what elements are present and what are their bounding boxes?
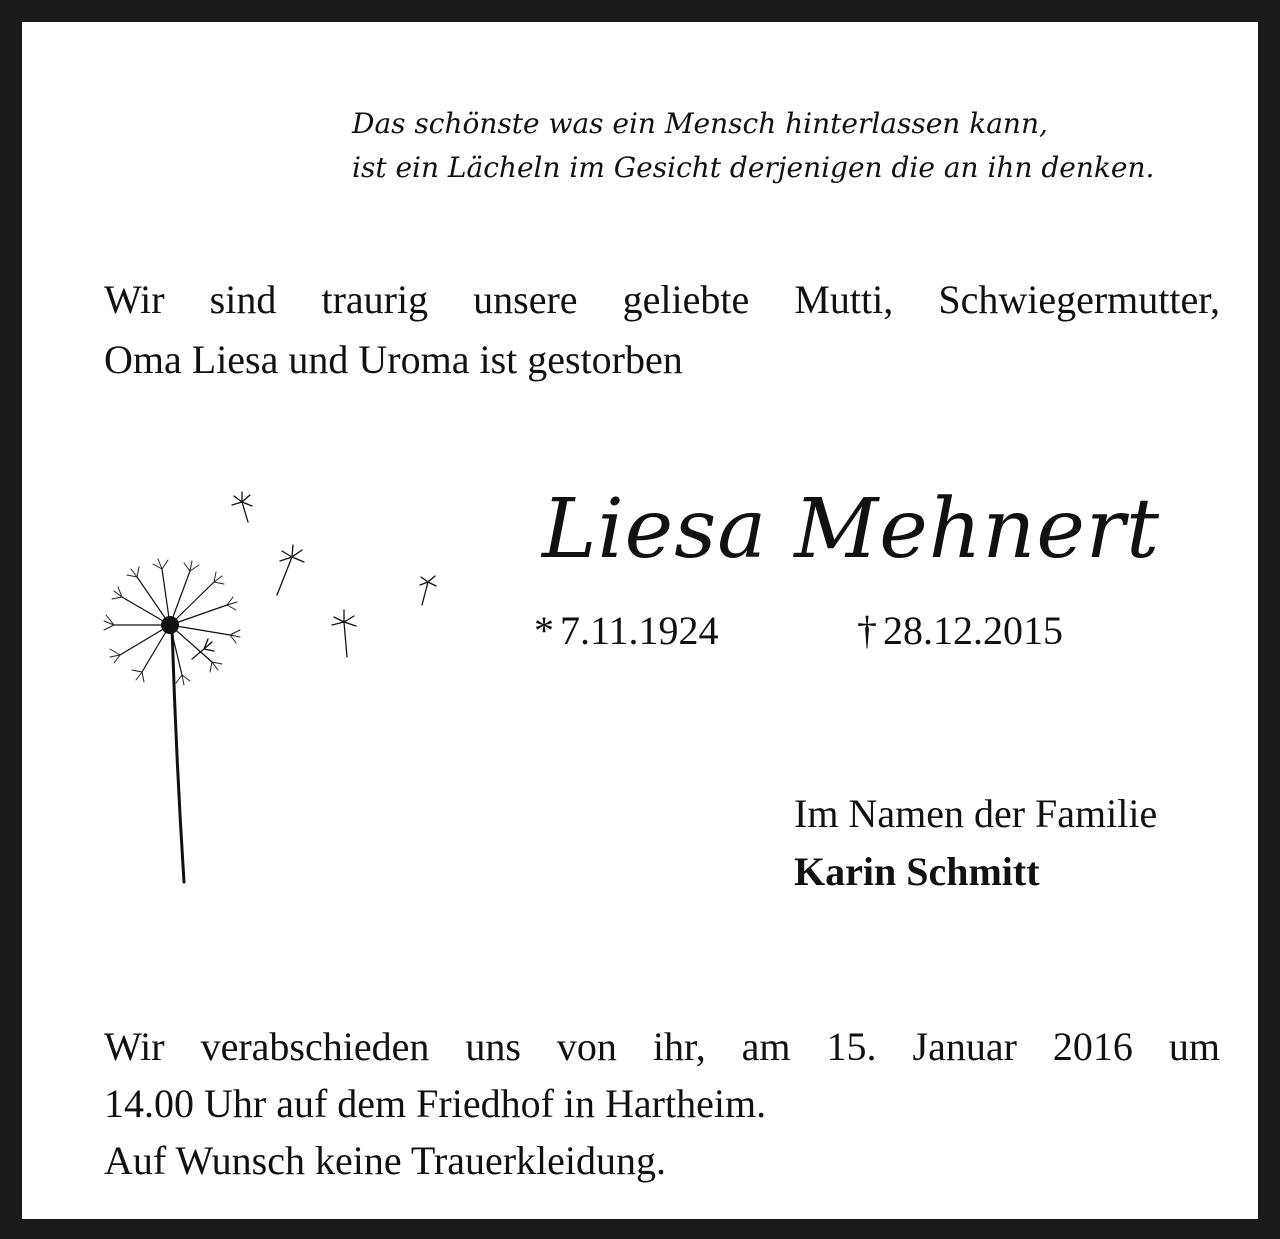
signature-name: Karin Schmitt <box>794 849 1040 894</box>
death-date: 28.12.2015 <box>883 608 1063 653</box>
birth-date: 7.11.1924 <box>560 608 719 653</box>
closing-text <box>104 1018 1220 1189</box>
deceased-name: Liesa Mehnert <box>542 482 1161 577</box>
intro-line-1: Wir sind traurig unsere geliebte Mutti, Schwiegermutter, <box>104 277 1220 322</box>
cross-icon: † <box>857 608 877 653</box>
intro-text <box>104 270 1220 390</box>
dandelion-icon <box>92 477 452 897</box>
quote-line-2: ist ein Lächeln im Gesicht derjenigen die an ihn denken. <box>352 151 1155 184</box>
intro-line-2: Oma Liesa und Uroma ist gestorben <box>104 337 683 382</box>
death-date-group <box>857 607 1063 654</box>
signature-line: Im Namen der Familie <box>794 791 1158 836</box>
closing-line-3: Auf Wunsch keine Trauerkleidung. <box>104 1138 667 1183</box>
quote-line-1: Das schönste was ein Mensch hinterlassen kann, <box>352 107 1048 140</box>
quote <box>352 102 1252 190</box>
signature <box>794 785 1234 901</box>
birth-date-group <box>534 607 719 654</box>
closing-line-1: Wir verabschieden uns von ihr, am 15. Januar 2016 um <box>104 1024 1220 1069</box>
life-dates <box>22 607 1280 667</box>
closing-line-2: 14.00 Uhr auf dem Friedhof in Hartheim. <box>104 1081 767 1126</box>
birth-star-icon: * <box>534 608 554 653</box>
